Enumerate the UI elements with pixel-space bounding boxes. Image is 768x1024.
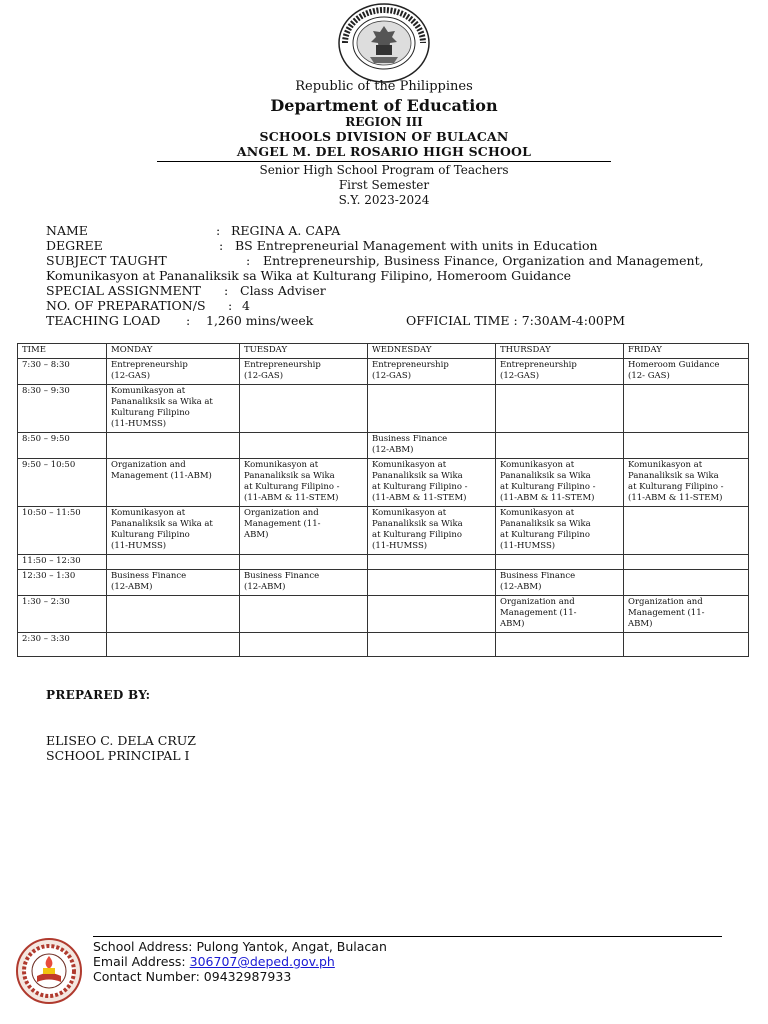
class-cell: Homeroom Guidance (12- GAS) — [624, 359, 749, 385]
footer-contact — [93, 969, 291, 984]
special-value: Class Adviser — [240, 283, 326, 298]
load-label: TEACHING LOAD — [46, 313, 161, 328]
table-row — [18, 459, 749, 507]
republic-line: Republic of the Philippines — [295, 79, 473, 94]
schedule-header-row — [18, 344, 749, 359]
time-cell: 9:50 – 10:50 — [18, 459, 107, 507]
class-cell: Organization and Management (11- ABM) — [496, 596, 624, 633]
name-sep: : — [216, 223, 221, 238]
name-value: REGINA A. CAPA — [231, 223, 341, 238]
school-year-line: S.Y. 2023-2024 — [338, 193, 430, 207]
info-prep-row — [46, 298, 250, 313]
address-label: School Address: — [93, 939, 193, 954]
class-cell: Komunikasyon at Pananaliksik sa Wika at Kulturang Filipino (11-HUMSS) — [107, 507, 240, 555]
prep-label: NO. OF PREPARATION/S — [46, 298, 206, 313]
column-header: FRIDAY — [624, 344, 749, 359]
table-row — [18, 433, 749, 459]
time-cell: 1:30 – 2:30 — [18, 596, 107, 633]
schedule-body — [18, 359, 749, 657]
class-cell — [240, 555, 368, 570]
load-value: 1,260 mins/week — [206, 313, 314, 328]
principal-name: ELISEO C. DELA CRUZ — [46, 733, 196, 748]
deped-seal-icon — [335, 2, 433, 84]
class-cell — [624, 507, 749, 555]
class-cell — [107, 433, 240, 459]
semester-line: First Semester — [338, 178, 430, 192]
table-row — [18, 507, 749, 555]
class-cell — [496, 385, 624, 433]
info-special-row — [46, 283, 326, 298]
table-row — [18, 555, 749, 570]
class-cell: Komunikasyon at Pananaliksik sa Wika at Kulturang Filipino - (11-ABM & 11-STEM) — [240, 459, 368, 507]
column-header: THURSDAY — [496, 344, 624, 359]
special-sep: : — [224, 283, 229, 298]
school-logo-icon — [16, 938, 82, 1004]
column-header: WEDNESDAY — [368, 344, 496, 359]
contact-value: 09432987933 — [203, 969, 292, 984]
division-line: SCHOOLS DIVISION OF BULACAN — [259, 129, 509, 144]
header-divider — [157, 161, 611, 162]
class-cell — [496, 555, 624, 570]
class-cell: Komunikasyon at Pananaliksik sa Wika at Kulturang Filipino - (11-ABM & 11-STEM) — [624, 459, 749, 507]
time-cell: 12:30 – 1:30 — [18, 570, 107, 596]
load-sep: : — [186, 313, 191, 328]
class-cell: Business Finance (12-ABM) — [496, 570, 624, 596]
class-cell: Business Finance (12-ABM) — [368, 433, 496, 459]
subject-sep: : — [246, 253, 251, 268]
class-cell: Komunikasyon at Pananaliksik sa Wika at Kulturang Filipino - (11-ABM & 11-STEM) — [496, 459, 624, 507]
class-cell — [368, 555, 496, 570]
table-row — [18, 633, 749, 657]
email-label: Email Address: — [93, 954, 186, 969]
class-cell: Komunikasyon at Pananaliksik sa Wika at Kulturang Filipino (11-HUMSS) — [107, 385, 240, 433]
class-cell: Organization and Management (11- ABM) — [240, 507, 368, 555]
class-cell: Entrepreneurship (12-GAS) — [107, 359, 240, 385]
time-cell: 8:30 – 9:30 — [18, 385, 107, 433]
table-row — [18, 570, 749, 596]
class-cell — [624, 555, 749, 570]
official-time: OFFICIAL TIME : 7:30AM-4:00PM — [406, 313, 626, 328]
info-name-row — [46, 223, 340, 238]
name-label: NAME — [46, 223, 88, 238]
class-cell: Business Finance (12-ABM) — [107, 570, 240, 596]
class-cell: Business Finance (12-ABM) — [240, 570, 368, 596]
address-value: Pulong Yantok, Angat, Bulacan — [196, 939, 387, 954]
class-cell — [240, 433, 368, 459]
class-cell — [368, 385, 496, 433]
schedule-table — [17, 343, 749, 657]
school-name: ANGEL M. DEL ROSARIO HIGH SCHOOL — [236, 144, 532, 159]
class-cell — [368, 633, 496, 657]
degree-value: BS Entrepreneurial Management with units in Education — [235, 238, 598, 253]
class-cell: Entrepreneurship (12-GAS) — [240, 359, 368, 385]
class-cell: Komunikasyon at Pananaliksik sa Wika at Kulturang Filipino (11-HUMSS) — [496, 507, 624, 555]
class-cell: Entrepreneurship (12-GAS) — [496, 359, 624, 385]
time-cell: 10:50 – 11:50 — [18, 507, 107, 555]
special-label: SPECIAL ASSIGNMENT — [46, 283, 201, 298]
class-cell — [240, 596, 368, 633]
class-cell — [240, 633, 368, 657]
table-row — [18, 596, 749, 633]
table-row — [18, 359, 749, 385]
column-header: MONDAY — [107, 344, 240, 359]
subject-value-line1: Entrepreneurship, Business Finance, Organization and Management, — [263, 253, 704, 268]
department-title: Department of Education — [270, 96, 498, 115]
footer-divider — [93, 936, 722, 937]
contact-label: Contact Number: — [93, 969, 200, 984]
column-header: TIME — [18, 344, 107, 359]
class-cell — [496, 433, 624, 459]
degree-label: DEGREE — [46, 238, 103, 253]
degree-sep: : — [219, 238, 224, 253]
class-cell — [624, 433, 749, 459]
class-cell — [107, 633, 240, 657]
subject-label: SUBJECT TAUGHT — [46, 253, 167, 268]
table-row — [18, 385, 749, 433]
info-degree-row — [46, 238, 598, 253]
class-cell — [107, 555, 240, 570]
class-cell: Organization and Management (11-ABM) — [107, 459, 240, 507]
info-load-row — [46, 313, 313, 328]
footer-address — [93, 939, 387, 954]
principal-title: SCHOOL PRINCIPAL I — [46, 748, 190, 763]
class-cell — [368, 570, 496, 596]
class-cell — [496, 633, 624, 657]
class-cell — [240, 385, 368, 433]
class-cell — [624, 570, 749, 596]
prep-value: 4 — [242, 298, 250, 313]
class-cell — [107, 596, 240, 633]
class-cell: Komunikasyon at Pananaliksik sa Wika at Kulturang Filipino - (11-ABM & 11-STEM) — [368, 459, 496, 507]
region-line: REGION III — [345, 115, 423, 129]
email-link[interactable]: 306707@deped.gov.ph — [189, 954, 335, 969]
subject-value-line2: Komunikasyon at Pananaliksik sa Wika at Kulturang Filipino, Homeroom Guidance — [46, 268, 572, 283]
class-cell — [624, 385, 749, 433]
time-cell: 2:30 – 3:30 — [18, 633, 107, 657]
info-subject-row — [46, 253, 704, 268]
time-cell: 8:50 – 9:50 — [18, 433, 107, 459]
column-header: TUESDAY — [240, 344, 368, 359]
program-line: Senior High School Program of Teachers — [259, 163, 509, 177]
class-cell: Organization and Management (11- ABM) — [624, 596, 749, 633]
prepared-by-label: PREPARED BY: — [46, 688, 151, 702]
class-cell: Komunikasyon at Pananaliksik sa Wika at Kulturang Filipino (11-HUMSS) — [368, 507, 496, 555]
class-cell — [368, 596, 496, 633]
footer-email — [93, 954, 335, 969]
class-cell: Entrepreneurship (12-GAS) — [368, 359, 496, 385]
time-cell: 11:50 – 12:30 — [18, 555, 107, 570]
class-cell — [624, 633, 749, 657]
prep-sep: : — [228, 298, 233, 313]
time-cell: 7:30 – 8:30 — [18, 359, 107, 385]
